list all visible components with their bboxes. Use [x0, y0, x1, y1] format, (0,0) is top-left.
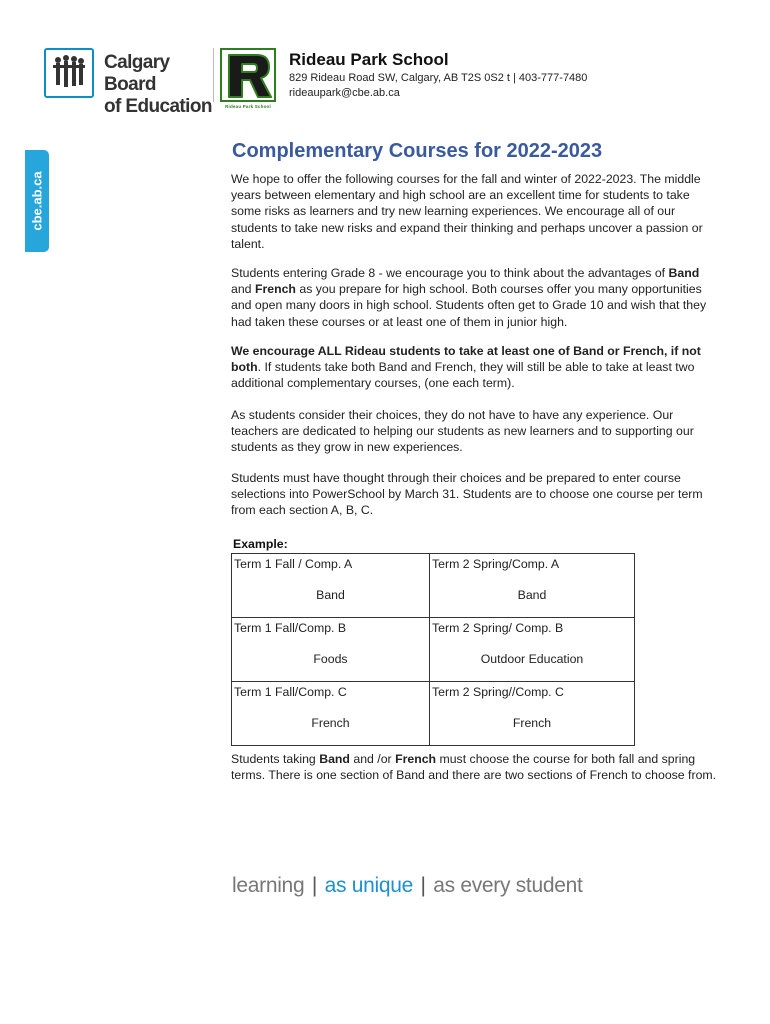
board-name [104, 52, 214, 118]
cbe-tagline [232, 874, 583, 898]
french-emphasis: French [395, 752, 437, 766]
cell-course: Band [316, 588, 345, 602]
table-cell [430, 682, 635, 746]
grade8-text-and: and [231, 282, 255, 297]
cell-heading: Term 1 Fall/Comp. B [234, 621, 347, 635]
grade8-text-a: Students entering Grade 8 - we encourage you to think about the advantages of [231, 266, 669, 280]
encourage-bold-text: We encourage ALL Rideau students to take at least one of Band or French, if not both [231, 344, 701, 375]
encourage-paragraph [231, 343, 723, 392]
cell-heading: Term 2 Spring//Comp. C [432, 685, 564, 699]
cell-heading: Term 2 Spring/Comp. A [432, 557, 560, 571]
table-row [232, 618, 635, 682]
table-cell [430, 554, 635, 618]
intro-text: We hope to offer the following courses for the fall and winter of 2022-2023. The middle years between elementary and high school are an excellent time for students to take some risks as learners and try new learning experiences. We encourage all of our students to take new risks and expand their thinking and perhaps uncover a passion or talent. [231, 172, 703, 251]
cell-course: French [311, 716, 350, 730]
cell-course: Band [517, 588, 547, 602]
tagline-separator: | [420, 874, 426, 897]
cbe-side-tab [25, 150, 49, 252]
cell-heading: Term 1 Fall / Comp. A [234, 557, 353, 571]
cell-heading: Term 2 Spring/ Comp. B [432, 621, 564, 635]
selection-paragraph [231, 470, 723, 519]
grade8-paragraph [231, 265, 723, 330]
note-text-b: must choose the course for both fall and spring terms. There is one section of Band and there are two sections of French to choose from. [231, 752, 717, 783]
cbe-logo [44, 48, 212, 117]
school-address: 829 Rideau Road SW, Calgary, AB T2S 0S2 t | 403-777-7480 [289, 72, 588, 84]
logo-tagline: Rideau Park School [225, 104, 271, 109]
example-table [231, 553, 635, 746]
experience-text: As students consider their choices, they do not have to have any experience. Our teachers are dedicated to helping our students as new learners and to supporting our students as they grow in new experiences. [231, 408, 694, 455]
school-email: rideaupark@cbe.ab.ca [289, 87, 400, 99]
cell-course: Outdoor Education [480, 652, 584, 666]
note-text-a: Students taking [231, 752, 320, 766]
selection-text: Students must have thought through their choices and be prepared to enter course selections into PowerSchool by March 31. Students are to choose one course per term from each section A, B, C. [231, 471, 703, 518]
board-name-line2: of Education [104, 96, 212, 117]
table-cell [232, 682, 430, 746]
cell-course: French [512, 716, 552, 730]
header-divider [213, 48, 214, 102]
example-label: Example: [233, 537, 288, 551]
grade8-text-b: as you prepare for high school. Both courses offer you many opportunities and open many doors in high school. Students often get to Grade 10 and wish that they had taken these courses or at least one of them in junior high. [231, 282, 707, 329]
experience-paragraph [231, 407, 723, 456]
tagline-part3: as every student [433, 874, 583, 897]
tagline-separator: | [311, 874, 318, 897]
note-text-mid: and /or [349, 752, 396, 766]
rideau-park-logo [219, 47, 277, 111]
table-row [232, 554, 635, 618]
band-emphasis: Band [668, 266, 700, 280]
tagline-part1: learning [232, 874, 305, 897]
side-tab-text: cbe.ab.ca [29, 171, 45, 231]
french-emphasis: French [254, 282, 296, 297]
cell-heading: Term 1 Fall/Comp. C [234, 685, 347, 699]
page-title: Complementary Courses for 2022-2023 [232, 140, 603, 162]
table-row [232, 682, 635, 746]
tagline-part2: as unique [324, 874, 413, 897]
table-cell [430, 618, 635, 682]
board-name-line1: Calgary Board [104, 52, 170, 95]
cbe-people-icon [44, 48, 94, 98]
band-french-note [231, 751, 723, 783]
encourage-text: . If students take both Band and French, they will still be able to take at least two additional complementary courses, (one each term). [231, 360, 695, 391]
school-name: Rideau Park School [289, 50, 449, 69]
intro-paragraph [231, 171, 723, 252]
table-cell [232, 618, 430, 682]
band-emphasis: Band [319, 752, 350, 766]
table-cell [232, 554, 430, 618]
cell-course: Foods [313, 652, 348, 666]
